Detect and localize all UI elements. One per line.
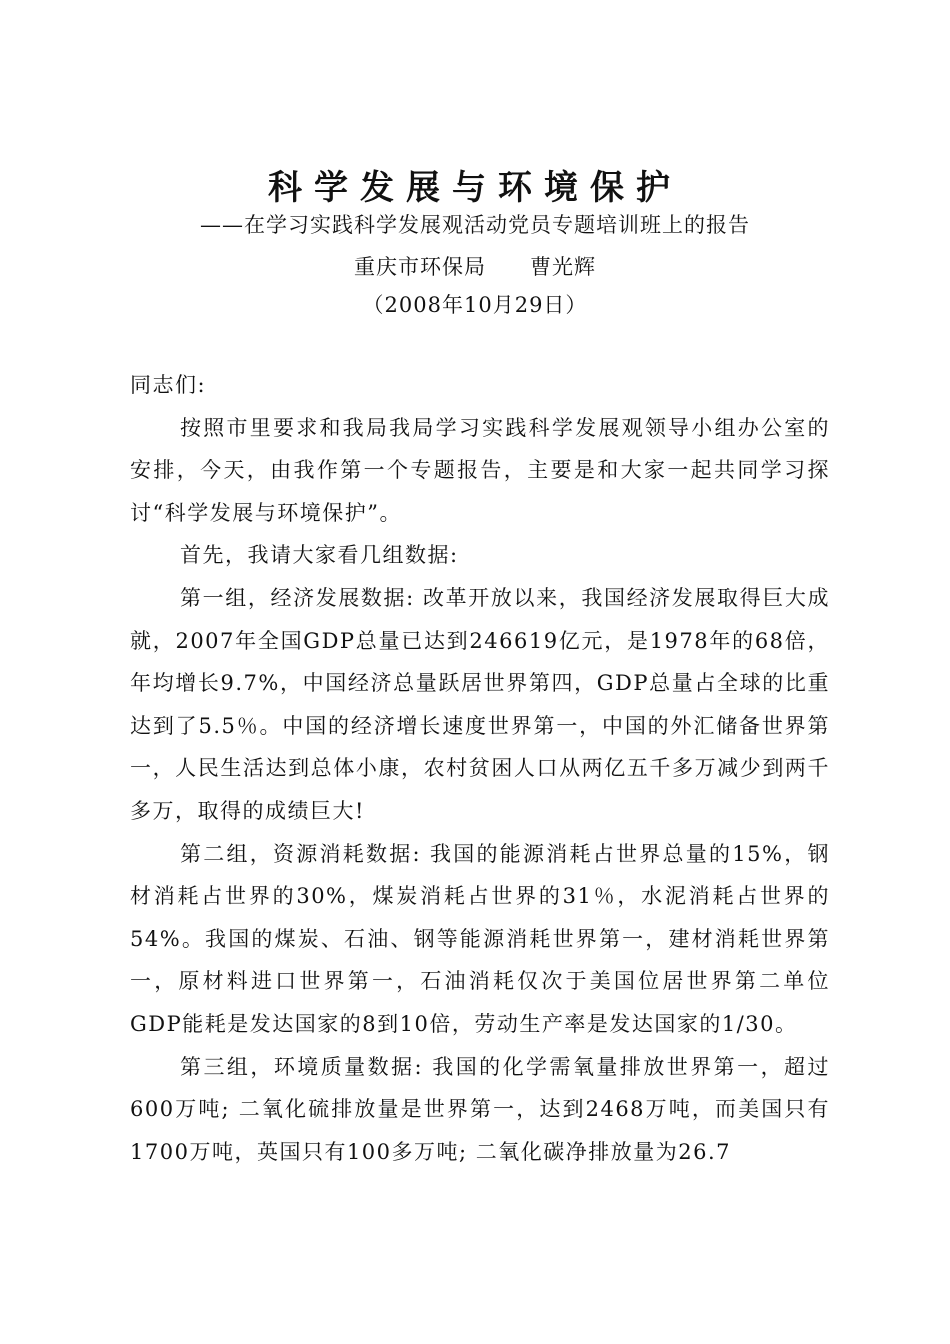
paragraph-data-lead: 首先，我请大家看几组数据: <box>180 543 459 568</box>
document-body <box>130 364 830 1173</box>
author-line <box>0 250 950 284</box>
author-name: 曹光辉 <box>530 255 596 279</box>
paragraph-intro: 按照市里要求和我局我局学习实践科学发展观领导小组办公室的安排，今天，由我作第一个专题报告，主要是和大家一起共同学习探讨“科学发展与环境保护”。 <box>130 415 830 525</box>
paragraph-economic-data: 第一组，经济发展数据: 改革开放以来，我国经济发展取得巨大成就，2007年全国GDP总量已达到246619亿元，是1978年的68倍，年均增长9.7%，中国经济总量跃居世界第四，GDP总量占全球的比重达到了5.5％。中国的经济增长速度世界第一，中国的外汇储备世界第一，人民生活达到总体小康，农村贫困人口从两亿五千多万减少到两千多万，取得的成绩巨大! <box>130 585 830 823</box>
document-subtitle: ——在学习实践科学发展观活动党员专题培训班上的报告 <box>200 213 750 237</box>
paragraph-environment-data: 第三组，环境质量数据: 我国的化学需氧量排放世界第一，超过600万吨; 二氧化硫排放量是世界第一，达到2468万吨，而美国只有1700万吨，英国只有100多万吨; 二氧化碳净排放量为26.7 <box>130 1054 830 1164</box>
paragraph-resource-data: 第二组，资源消耗数据: 我国的能源消耗占世界总量的15%，钢材消耗占世界的30%，煤炭消耗占世界的31％，水泥消耗占世界的54%。我国的煤炭、石油、钢等能源消耗世界第一，建材消耗世界第一，原材料进口世界第一，石油消耗仅次于美国位居世界第二单位GDP能耗是发达国家的8到10倍，劳动生产率是发达国家的1/30。 <box>130 841 830 1036</box>
document-title: 科学发展与环境保护 <box>268 168 682 208</box>
document-date: （2008年10月29日） <box>362 293 588 317</box>
author-organization: 重庆市环保局 <box>354 255 486 279</box>
salutation: 同志们: <box>130 373 207 397</box>
